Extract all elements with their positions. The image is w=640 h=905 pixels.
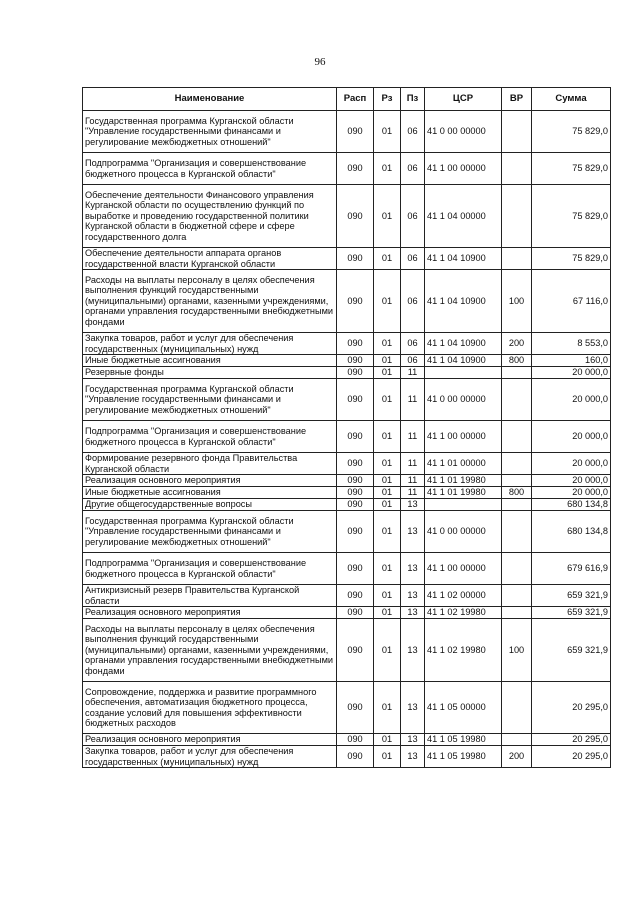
cell-name: Закупка товаров, работ и услуг для обеспечения государственных (муниципальных) нужд <box>83 746 337 768</box>
cell-sum: 659 321,9 <box>532 619 611 682</box>
cell-csr: 41 0 00 00000 <box>425 111 502 153</box>
table-row <box>83 619 611 682</box>
cell-vr: 200 <box>502 333 532 355</box>
cell-name: Другие общегосударственные вопросы <box>83 499 337 511</box>
cell-pz: 11 <box>401 421 425 453</box>
cell-rz: 01 <box>374 487 401 499</box>
cell-rz: 01 <box>374 355 401 367</box>
table-row <box>83 379 611 421</box>
cell-csr: 41 1 00 00000 <box>425 153 502 185</box>
cell-sum: 20 000,0 <box>532 379 611 421</box>
cell-pz: 13 <box>401 682 425 734</box>
header-vr: ВР <box>502 88 532 111</box>
cell-rasp: 090 <box>337 153 374 185</box>
cell-rz: 01 <box>374 379 401 421</box>
cell-sum: 20 000,0 <box>532 421 611 453</box>
cell-rasp: 090 <box>337 379 374 421</box>
cell-sum: 20 000,0 <box>532 453 611 475</box>
cell-csr: 41 1 00 00000 <box>425 553 502 585</box>
table-body <box>83 111 611 768</box>
cell-csr: 41 1 02 19980 <box>425 619 502 682</box>
cell-pz: 06 <box>401 333 425 355</box>
table-row <box>83 499 611 511</box>
cell-name: Иные бюджетные ассигнования <box>83 487 337 499</box>
cell-rz: 01 <box>374 585 401 607</box>
cell-name: Закупка товаров, работ и услуг для обеспечения государственных (муниципальных) нужд <box>83 333 337 355</box>
cell-name: Формирование резервного фонда Правительства Курганской области <box>83 453 337 475</box>
cell-sum: 160,0 <box>532 355 611 367</box>
cell-rasp: 090 <box>337 682 374 734</box>
cell-sum: 75 829,0 <box>532 111 611 153</box>
cell-rasp: 090 <box>337 487 374 499</box>
cell-vr <box>502 499 532 511</box>
cell-rasp: 090 <box>337 421 374 453</box>
cell-vr <box>502 453 532 475</box>
cell-rz: 01 <box>374 682 401 734</box>
cell-sum: 75 829,0 <box>532 185 611 248</box>
cell-sum: 680 134,8 <box>532 511 611 553</box>
cell-pz: 13 <box>401 607 425 619</box>
cell-csr: 41 1 05 19980 <box>425 746 502 768</box>
cell-vr <box>502 185 532 248</box>
cell-vr <box>502 421 532 453</box>
cell-name: Сопровождение, поддержка и развитие программного обеспечения, автоматизация бюджетного процесса, создание условий для повышения эффективности бюджетных расходов <box>83 682 337 734</box>
table-row <box>83 453 611 475</box>
cell-sum: 20 000,0 <box>532 475 611 487</box>
cell-vr <box>502 367 532 379</box>
cell-vr <box>502 553 532 585</box>
cell-name: Антикризисный резерв Правительства Курганской области <box>83 585 337 607</box>
cell-name: Обеспечение деятельности Финансового управления Курганской области по осуществлению функций по выработке и проведению государственной политики Курганской области в бюджетной сфере и сфере государственного долга <box>83 185 337 248</box>
cell-pz: 13 <box>401 585 425 607</box>
header-name: Наименование <box>83 88 337 111</box>
cell-rz: 01 <box>374 421 401 453</box>
cell-vr <box>502 111 532 153</box>
header-pz: Пз <box>401 88 425 111</box>
cell-rz: 01 <box>374 475 401 487</box>
cell-name: Реализация основного мероприятия <box>83 607 337 619</box>
cell-name: Подпрограмма "Организация и совершенствование бюджетного процесса в Курганской области" <box>83 153 337 185</box>
cell-rz: 01 <box>374 153 401 185</box>
table-row <box>83 185 611 248</box>
cell-csr: 41 1 01 19980 <box>425 475 502 487</box>
cell-pz: 06 <box>401 248 425 270</box>
table-row <box>83 367 611 379</box>
cell-name: Резервные фонды <box>83 367 337 379</box>
table-row <box>83 248 611 270</box>
cell-rasp: 090 <box>337 585 374 607</box>
cell-csr: 41 1 01 00000 <box>425 453 502 475</box>
cell-sum: 659 321,9 <box>532 585 611 607</box>
cell-rz: 01 <box>374 453 401 475</box>
cell-pz: 13 <box>401 511 425 553</box>
cell-vr <box>502 475 532 487</box>
cell-rz: 01 <box>374 333 401 355</box>
cell-csr: 41 1 05 19980 <box>425 734 502 746</box>
cell-csr: 41 1 05 00000 <box>425 682 502 734</box>
cell-rasp: 090 <box>337 248 374 270</box>
cell-rasp: 090 <box>337 746 374 768</box>
cell-csr <box>425 367 502 379</box>
cell-vr: 100 <box>502 270 532 333</box>
cell-csr: 41 1 00 00000 <box>425 421 502 453</box>
cell-pz: 13 <box>401 499 425 511</box>
cell-sum: 20 000,0 <box>532 487 611 499</box>
table-row <box>83 487 611 499</box>
cell-pz: 11 <box>401 367 425 379</box>
cell-name: Иные бюджетные ассигнования <box>83 355 337 367</box>
cell-pz: 11 <box>401 475 425 487</box>
cell-rasp: 090 <box>337 511 374 553</box>
cell-csr: 41 1 02 00000 <box>425 585 502 607</box>
cell-rz: 01 <box>374 270 401 333</box>
cell-vr <box>502 734 532 746</box>
budget-table <box>82 87 611 768</box>
table-row <box>83 682 611 734</box>
cell-rasp: 090 <box>337 553 374 585</box>
cell-vr: 800 <box>502 355 532 367</box>
cell-name: Обеспечение деятельности аппарата органов государственной власти Курганской области <box>83 248 337 270</box>
cell-csr: 41 0 00 00000 <box>425 379 502 421</box>
cell-sum: 67 116,0 <box>532 270 611 333</box>
table-row <box>83 475 611 487</box>
cell-name: Государственная программа Курганской области "Управление государственными финансами и регулирование межбюджетных отношений" <box>83 111 337 153</box>
cell-vr <box>502 379 532 421</box>
cell-sum: 75 829,0 <box>532 153 611 185</box>
table-row <box>83 421 611 453</box>
cell-rz: 01 <box>374 734 401 746</box>
cell-sum: 8 553,0 <box>532 333 611 355</box>
cell-pz: 06 <box>401 153 425 185</box>
cell-vr: 800 <box>502 487 532 499</box>
cell-rasp: 090 <box>337 270 374 333</box>
cell-rasp: 090 <box>337 475 374 487</box>
cell-pz: 13 <box>401 553 425 585</box>
cell-sum: 20 000,0 <box>532 367 611 379</box>
cell-pz: 06 <box>401 355 425 367</box>
cell-pz: 06 <box>401 270 425 333</box>
cell-pz: 11 <box>401 487 425 499</box>
cell-sum: 659 321,9 <box>532 607 611 619</box>
table-row <box>83 607 611 619</box>
table-row <box>83 746 611 768</box>
cell-csr: 41 0 00 00000 <box>425 511 502 553</box>
cell-rz: 01 <box>374 185 401 248</box>
cell-csr <box>425 499 502 511</box>
cell-name: Расходы на выплаты персоналу в целях обеспечения выполнения функций государственными (муниципальными) органами, казенными учреждениями, органами управления государственными внебюджетными фондами <box>83 619 337 682</box>
table-row <box>83 270 611 333</box>
cell-sum: 75 829,0 <box>532 248 611 270</box>
cell-rasp: 090 <box>337 607 374 619</box>
table-row <box>83 355 611 367</box>
table-row <box>83 111 611 153</box>
cell-rasp: 090 <box>337 619 374 682</box>
cell-rz: 01 <box>374 511 401 553</box>
cell-csr: 41 1 04 10900 <box>425 270 502 333</box>
cell-rasp: 090 <box>337 734 374 746</box>
cell-pz: 06 <box>401 185 425 248</box>
cell-csr: 41 1 02 19980 <box>425 607 502 619</box>
cell-rz: 01 <box>374 553 401 585</box>
table-row <box>83 511 611 553</box>
cell-rasp: 090 <box>337 355 374 367</box>
cell-vr <box>502 607 532 619</box>
cell-rz: 01 <box>374 746 401 768</box>
cell-csr: 41 1 04 10900 <box>425 355 502 367</box>
cell-csr: 41 1 04 10900 <box>425 248 502 270</box>
cell-name: Подпрограмма "Организация и совершенствование бюджетного процесса в Курганской области" <box>83 421 337 453</box>
cell-rasp: 090 <box>337 367 374 379</box>
cell-csr: 41 1 04 00000 <box>425 185 502 248</box>
cell-vr <box>502 511 532 553</box>
header-rasp: Расп <box>337 88 374 111</box>
cell-name: Реализация основного мероприятия <box>83 734 337 746</box>
header-sum: Сумма <box>532 88 611 111</box>
table-row <box>83 153 611 185</box>
cell-sum: 680 134,8 <box>532 499 611 511</box>
table-row <box>83 585 611 607</box>
table-row <box>83 734 611 746</box>
cell-rz: 01 <box>374 619 401 682</box>
cell-name: Государственная программа Курганской области "Управление государственными финансами и регулирование межбюджетных отношений" <box>83 511 337 553</box>
cell-pz: 13 <box>401 734 425 746</box>
page-number: 96 <box>314 56 326 68</box>
cell-rasp: 090 <box>337 499 374 511</box>
cell-csr: 41 1 04 10900 <box>425 333 502 355</box>
cell-pz: 13 <box>401 619 425 682</box>
header-rz: Рз <box>374 88 401 111</box>
cell-rz: 01 <box>374 607 401 619</box>
cell-rasp: 090 <box>337 333 374 355</box>
cell-pz: 13 <box>401 746 425 768</box>
cell-vr: 100 <box>502 619 532 682</box>
cell-vr <box>502 248 532 270</box>
cell-name: Государственная программа Курганской области "Управление государственными финансами и регулирование межбюджетных отношений" <box>83 379 337 421</box>
cell-vr <box>502 585 532 607</box>
header-row <box>83 88 611 111</box>
header-csr: ЦСР <box>425 88 502 111</box>
cell-sum: 20 295,0 <box>532 734 611 746</box>
cell-sum: 20 295,0 <box>532 746 611 768</box>
cell-rz: 01 <box>374 248 401 270</box>
cell-pz: 06 <box>401 111 425 153</box>
cell-rasp: 090 <box>337 453 374 475</box>
cell-sum: 20 295,0 <box>532 682 611 734</box>
cell-rz: 01 <box>374 111 401 153</box>
cell-pz: 11 <box>401 379 425 421</box>
cell-rasp: 090 <box>337 185 374 248</box>
cell-vr: 200 <box>502 746 532 768</box>
cell-name: Подпрограмма "Организация и совершенствование бюджетного процесса в Курганской области" <box>83 553 337 585</box>
cell-csr: 41 1 01 19980 <box>425 487 502 499</box>
cell-name: Реализация основного мероприятия <box>83 475 337 487</box>
cell-sum: 679 616,9 <box>532 553 611 585</box>
cell-pz: 11 <box>401 453 425 475</box>
cell-vr <box>502 682 532 734</box>
cell-rasp: 090 <box>337 111 374 153</box>
cell-rz: 01 <box>374 499 401 511</box>
cell-rz: 01 <box>374 367 401 379</box>
table-row <box>83 333 611 355</box>
table-row <box>83 553 611 585</box>
cell-name: Расходы на выплаты персоналу в целях обеспечения выполнения функций государственными (муниципальными) органами, казенными учреждениями, органами управления государственными внебюджетными фондами <box>83 270 337 333</box>
cell-vr <box>502 153 532 185</box>
